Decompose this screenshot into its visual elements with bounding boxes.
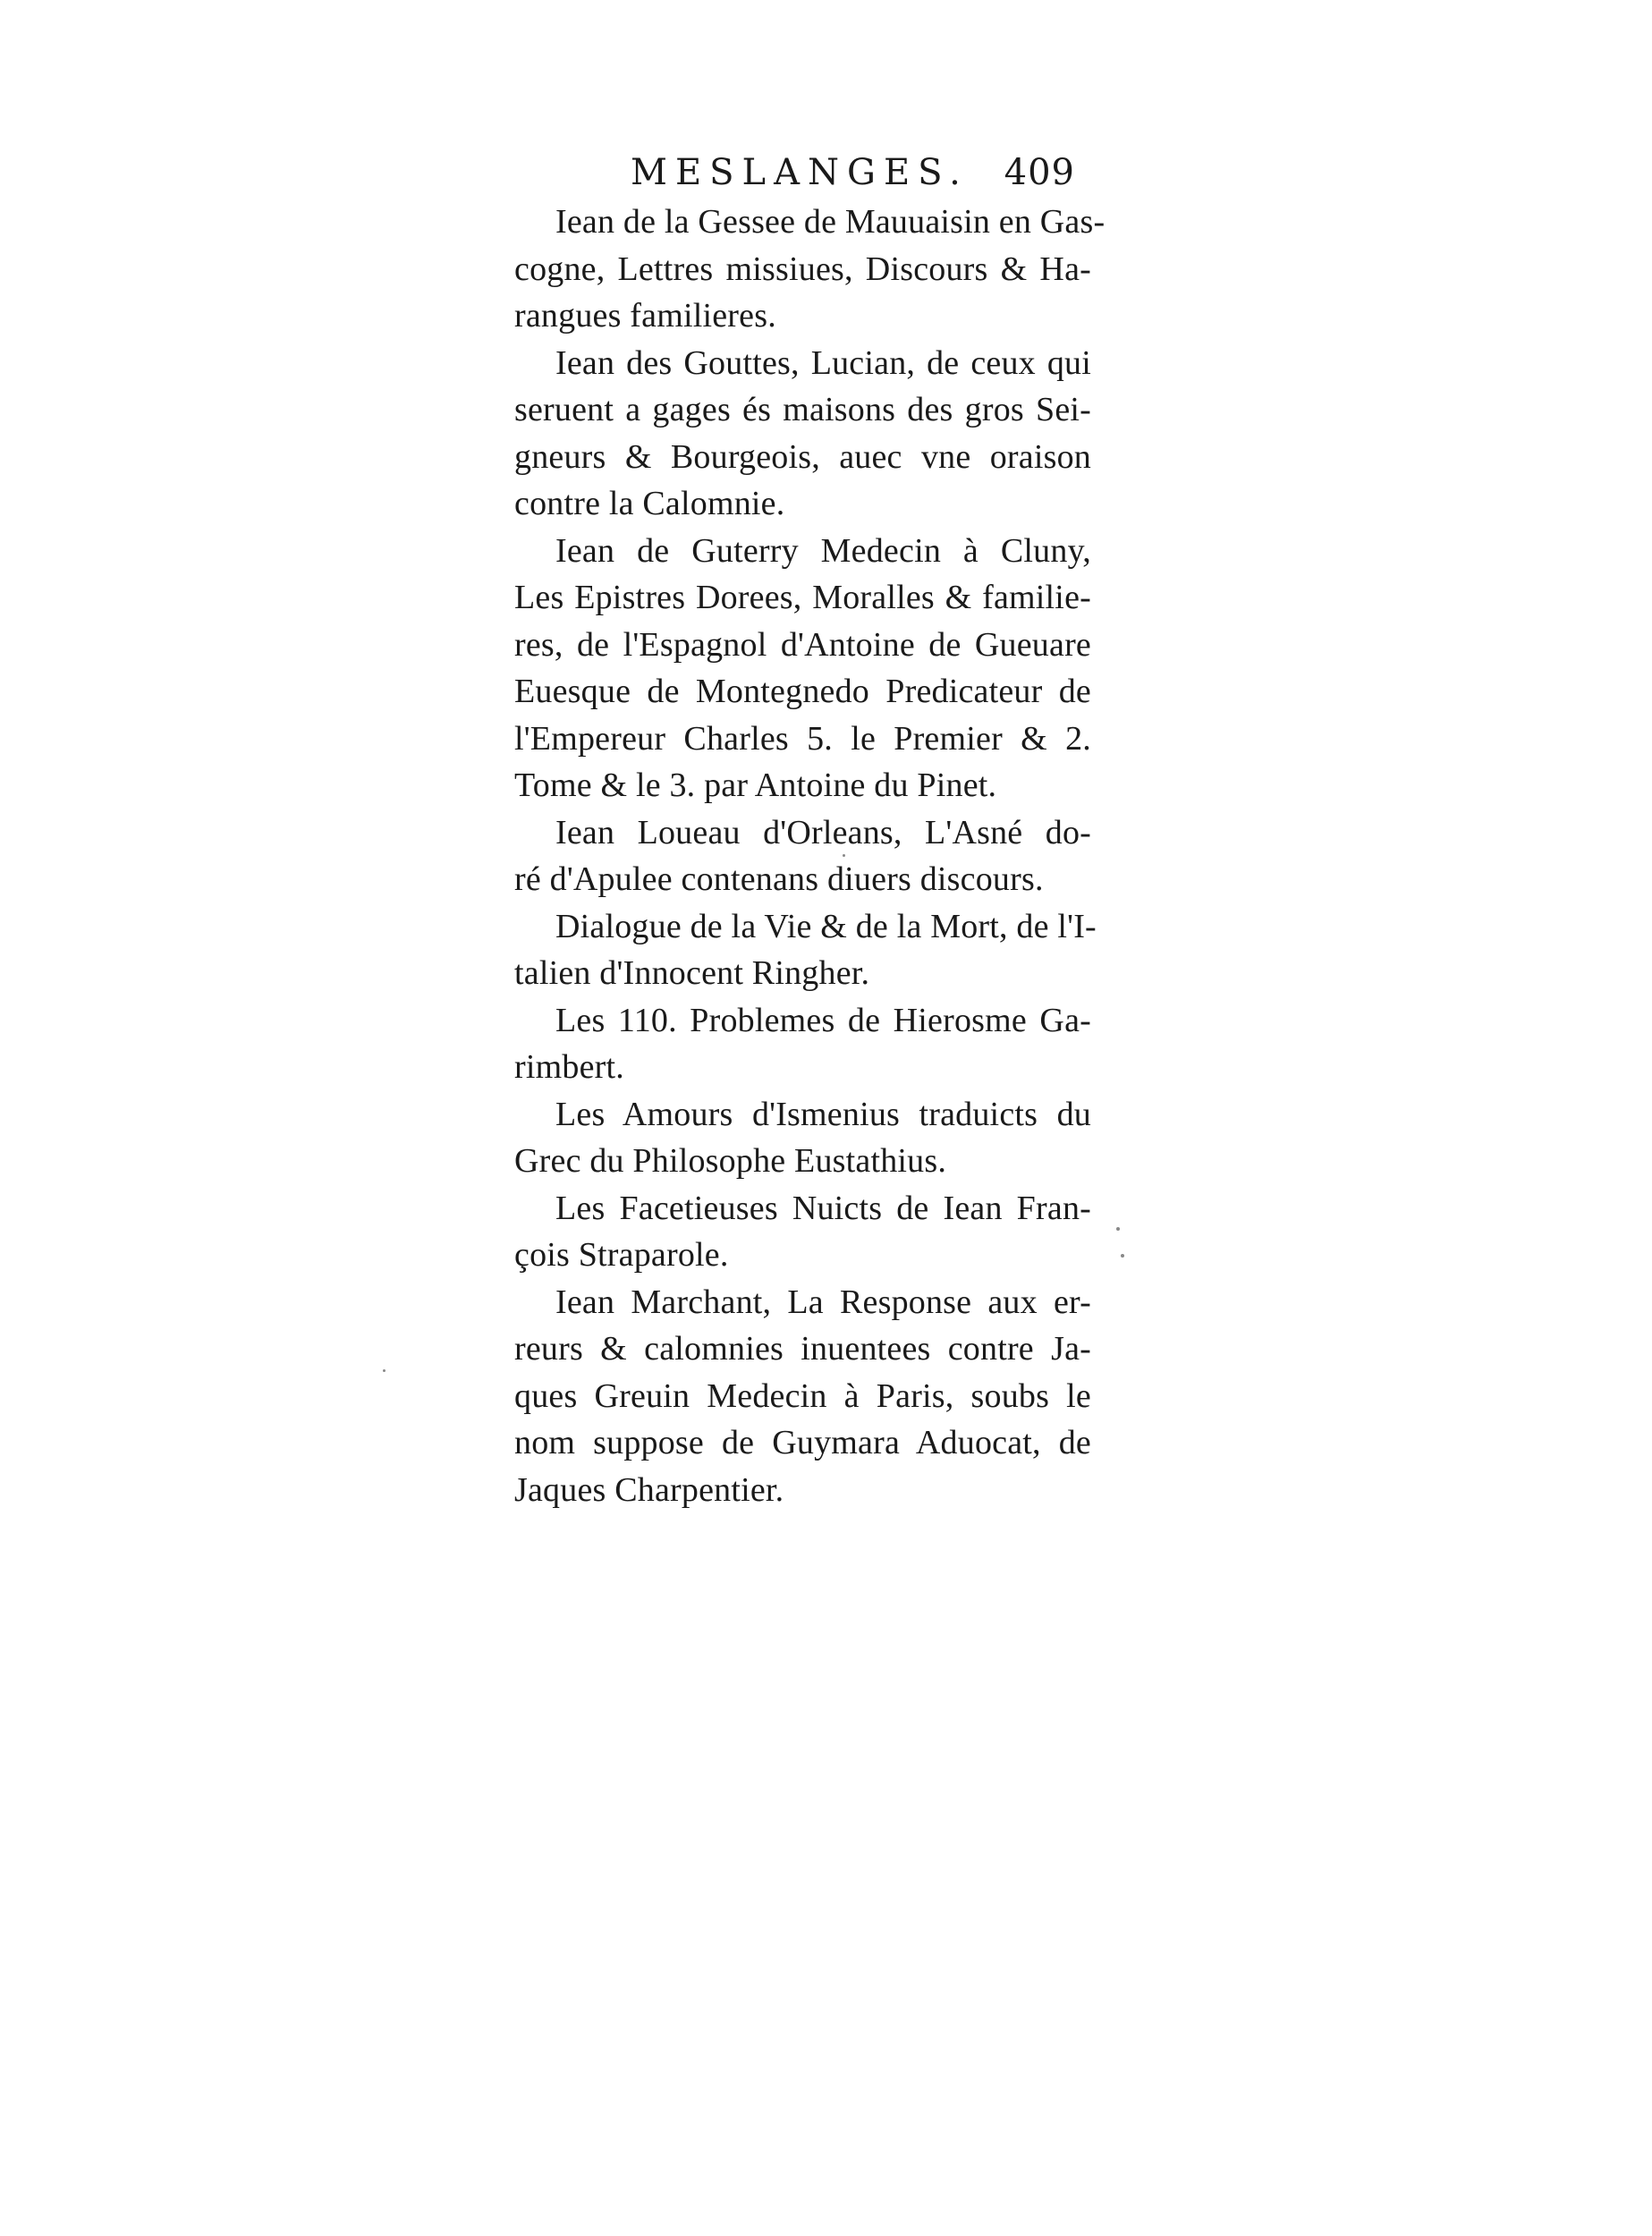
bibliography-entry	[514, 997, 1091, 1091]
paper-speck	[1121, 1254, 1124, 1258]
entry-line: rimbert.	[514, 1048, 624, 1086]
entry-line: gneurs & Bourgeois, auec vne oraison	[514, 437, 1091, 476]
entry-line: res, de l'Espagnol d'Antoine de Gueuare	[514, 625, 1091, 664]
bibliography-entry	[514, 528, 1091, 809]
entry-line: Euesque de Montegnedo Predicateur de	[514, 673, 1091, 710]
entry-line: talien d'Innocent Ringher.	[514, 954, 870, 992]
bibliography-entry	[514, 1185, 1091, 1279]
entry-line: seruent a gages és maisons des gros Sei-	[514, 391, 1091, 428]
paper-speck	[1116, 1227, 1120, 1231]
entry-line: Iean de Guterry Medecin à Cluny,	[555, 531, 1091, 570]
paper-speck	[383, 1369, 385, 1372]
entry-line: nom suppose de Guymara Aduocat, de	[514, 1424, 1091, 1461]
running-head-title: MESLANGES.	[631, 152, 969, 193]
bibliography-entry	[514, 809, 1091, 903]
paper-speck	[843, 854, 845, 857]
entry-line: Iean de la Gessee de Mauuaisin en Gas-	[555, 203, 1106, 241]
bibliography-entry	[514, 1279, 1091, 1514]
page-number: 409	[1004, 152, 1075, 193]
entry-line: Iean Marchant, La Response aux er-	[555, 1283, 1091, 1321]
bibliography-entries	[514, 199, 1106, 1513]
entry-line: Dialogue de la Vie & de la Mort, de l'I-	[555, 907, 1097, 945]
entry-line: ré d'Apulee contenans diuers discours.	[514, 860, 1044, 898]
entry-line: Tome & le 3. par Antoine du Pinet.	[514, 767, 997, 804]
entry-line: contre la Calomnie.	[514, 485, 785, 522]
bibliography-entry	[514, 340, 1091, 528]
entry-line: l'Empereur Charles 5. le Premier & 2.	[514, 719, 1091, 758]
bibliography-entry	[514, 1091, 1091, 1185]
entry-line: Grec du Philosophe Eustathius.	[514, 1142, 947, 1180]
entry-line: rangues familieres.	[514, 297, 776, 335]
entry-line: reurs & calomnies inuentees contre Ja-	[514, 1330, 1091, 1368]
entry-line: Jaques Charpentier.	[514, 1470, 784, 1509]
bibliography-entry	[514, 199, 1106, 340]
running-head	[514, 152, 1091, 199]
bibliography-entry	[514, 903, 1097, 997]
entry-line: cogne, Lettres missiues, Discours & Ha-	[514, 250, 1091, 288]
entry-line: Les 110. Problemes de Hierosme Ga-	[555, 1001, 1091, 1039]
entry-line: Les Epistres Dorees, Moralles & familie-	[514, 579, 1091, 616]
entry-line: Iean Loueau d'Orleans, L'Asné do-	[555, 813, 1091, 851]
entry-line: ques Greuin Medecin à Paris, soubs le	[514, 1376, 1091, 1415]
entry-line: Les Facetieuses Nuicts de Iean Fran-	[555, 1189, 1091, 1227]
entry-line: Les Amours d'Ismenius traduicts du	[555, 1095, 1091, 1133]
entry-line: çois Straparole.	[514, 1236, 729, 1274]
text-column	[514, 152, 1106, 1513]
entry-line: Iean des Gouttes, Lucian, de ceux qui	[555, 343, 1091, 382]
